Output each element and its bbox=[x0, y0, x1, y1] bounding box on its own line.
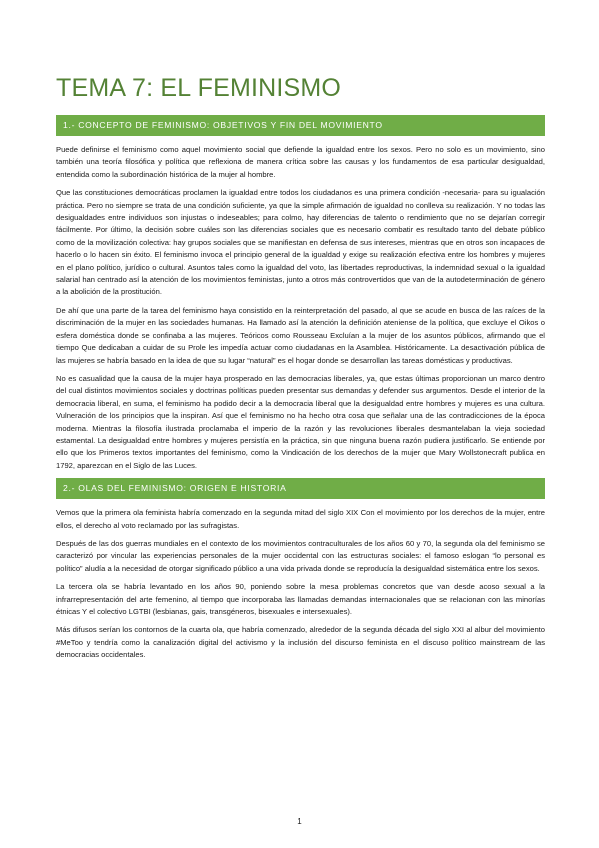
section-olas bbox=[56, 478, 545, 661]
paragraph: Más difusos serían los contornos de la cuarta ola, que habría comenzado, alrededor de la segunda década del siglo XXI al albur del movimiento #MeToo y tendría como la canalización digital del activismo y la inclusión del discurso feminista en el discuso político mainstream de las democracias occidentales. bbox=[56, 625, 545, 660]
paragraph: Puede definirse el feminismo como aquel movimiento social que defiende la igualdad entre los sexos. Pero no solo es un movimiento, sino también una teoría filosófica y política que reflexiona de manera crítica sobre las causas y los fundamentos de esa particular desigualdad, entendida como la subordinación histórica de la mujer al hombre. bbox=[56, 145, 545, 179]
page-number: 1 bbox=[297, 817, 302, 826]
document-page bbox=[56, 70, 545, 668]
section-concepto bbox=[56, 115, 545, 472]
paragraph: No es casualidad que la causa de la mujer haya prosperado en las democracias liberales, ya, que estas últimas proporcionan un marco dentro del cual distintos movimientos sociales y doctrinas políticas pueden presentar sus demandas y defender sus argumentos. Desde el interior de la democracia liberal, en suma, el feminismo ha podido decir a la democracia liberal que la desigualdad entre hombres y mujeres es una cultura. Vulneración de los principios que la inspiran. Así que el feminismo no ha hecho otra cosa que señalar una de las contradicciones de la época moderna. Mientras la filosofía ilustrada proclamaba el imperio de la razón y las revoluciones liberales desmantelaban la vieja sociedad estamental. La desigualdad entre hombres y mujeres persistía en la práctica, sin que ninguna buena razón pudiera justificarlo. Se entiende por ello que los Primeros textos importantes del feminismo, como la Vindicación de los derechos de la mujer que Mary Wollstonecraft publica en 1792, aparezcan en el Siglo de las Luces. bbox=[56, 373, 545, 470]
paragraph: De ahí que una parte de la tarea del feminismo haya consistido en la reinterpretación del pasado, al que se acude en busca de las raíces de la discriminación de la mujer en las sociedades humanas. Ha llamado así la atención la definición ateniense de la política, que excluye el Oikos o esfera doméstica donde se confinaba a las mujeres. Teóricos como Rousseau Excluían a la mujer de los asuntos públicos, afirmando que el tiempo Que dedicaban a cuidar de su Prole les impedía actuar como ciudadanas en la Asamblea. Históricamente. La desactivación pública de las mujeres se habría basado en la idea de que su lugar “natural” es el hogar donde se desarrollan las tareas domésticas y productivas. bbox=[56, 305, 545, 365]
section-header-olas: 2.- OLAS DEL FEMINISMO: ORIGEN E HISTORIA bbox=[56, 478, 545, 499]
paragraph: Que las constituciones democráticas proclamen la igualdad entre todos los ciudadanos es una primera condición -necesaria- para su igualación práctica. Pero no siempre se trata de una condición suficiente, ya que la simple afirmación de igualdad no conlleva su realización. Y no todas las desigualdades entre individuos son injustas o indeseables; para colmo, hay diferencias de talento o rendimiento que no se dejarían corregir fácilmente. Por último, la decisión sobre cuáles son las diferencias sociales que es necesario combatir es resultado tanto del debate público como de la movilización colectiva: hay grupos sociales que se manifiestan en defensa de sus intereses, mientras que en otros son incapaces de hacerlo o lo hacen sin éxito. El feminismo invoca el principio general de la igualdad y exige su realización efectiva entre los hombres y mujeres en el plano político, jurídico o cultural. Asuntos tales como la igualdad del voto, las libertades reproductivas, la indemnidad sexual o la igualdad salarial han centrado así la atención de los movimientos feministas, junto a otros más controvertidos que van de la autodeterminación de género a la abolición de la prostitución. bbox=[56, 188, 545, 297]
paragraph: Vemos que la primera ola feminista habría comenzado en la segunda mitad del siglo XIX Con el movimiento por los derechos de la mujer, entre ellos, el derecho al voto reclamado por las sufragistas. bbox=[56, 508, 545, 530]
paragraph: La tercera ola se habría levantado en los años 90, poniendo sobre la mesa problemas concretos que van desde acoso sexual a la infrarrepresentación del arte femenino, al tiempo que incorporaba las llamadas demandas internacionales que se relacionan con las minorías étnicas Y el colectivo LGTBI (lesbianas, gais, transgéneros, bisexuales e intersexuales). bbox=[56, 582, 545, 616]
document-title: TEMA 7: EL FEMINISMO bbox=[56, 74, 342, 102]
paragraph: Después de las dos guerras mundiales en el contexto de los movimientos contraculturales de los años 60 y 70, la segunda ola del feminismo se caracterizó por vincular las experiencias personales de la mujer occidental con las estructuras sociales: el famoso eslogan “lo personal es político” aludía a la necesidad de otorgar significado público a una vida privada donde se reproducía la desigualdad sistemática entre los sexos. bbox=[56, 538, 545, 573]
section-header-concepto: 1.- CONCEPTO DE FEMINISMO: OBJETIVOS Y FIN DEL MOVIMIENTO bbox=[56, 115, 545, 136]
